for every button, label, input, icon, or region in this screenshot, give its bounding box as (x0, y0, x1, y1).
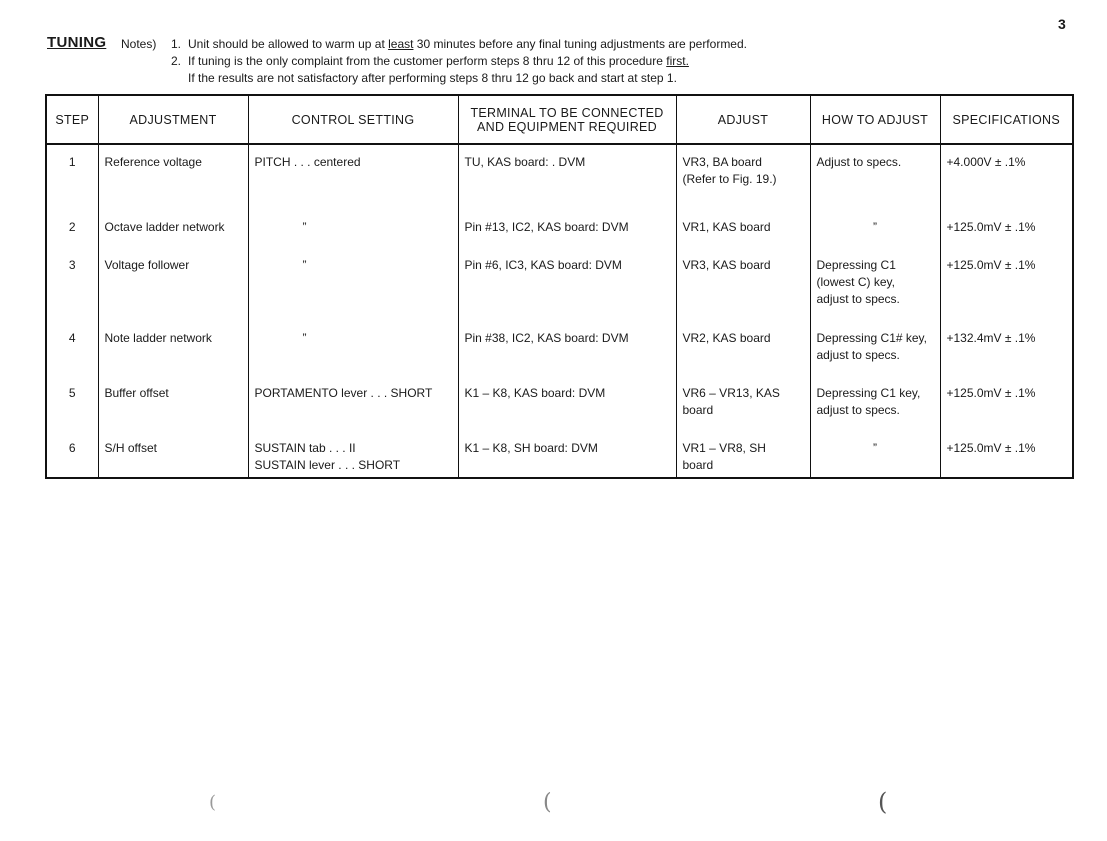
how-line-2: adjust to specs. (816, 348, 900, 362)
header-step: STEP (46, 95, 98, 144)
table-row (46, 431, 1073, 478)
how-line-1: Adjust to specs. (816, 155, 902, 169)
note-2-emphasis: first. (666, 54, 689, 68)
ditto-mark: ” (302, 220, 307, 234)
step-cell: 5 (46, 376, 98, 431)
how-to-adjust-cell (810, 248, 940, 321)
step-cell: 6 (46, 431, 98, 478)
adjust-line-2: board (682, 403, 714, 417)
how-to-adjust-cell (810, 210, 940, 248)
control-setting-cell (248, 210, 458, 248)
adjust-cell (676, 248, 810, 321)
terminal-cell: Pin #38, IC2, KAS board: DVM (458, 321, 676, 376)
adjustment-cell: Note ladder network (98, 321, 248, 376)
page-title: TUNING (47, 34, 107, 51)
adjust-line-1: VR1 – VR8, SH (682, 441, 766, 455)
table-header-row (46, 95, 1073, 144)
how-line-2: adjust to specs. (816, 403, 900, 417)
specification-cell: +125.0mV ± .1% (940, 431, 1073, 478)
header-terminal-line-1: TERMINAL TO BE CONNECTED (470, 105, 664, 120)
control-line-2: SUSTAIN lever . . . SHORT (254, 458, 401, 472)
terminal-cell: K1 – K8, SH board: DVM (458, 431, 676, 478)
how-to-adjust-cell (810, 321, 940, 376)
header-adjustment: ADJUSTMENT (98, 95, 248, 144)
how-line-1: Depressing C1 (816, 258, 896, 272)
how-line-1: Depressing C1# key, (816, 331, 927, 345)
specification-cell: +132.4mV ± .1% (940, 321, 1073, 376)
adjustment-cell: Voltage follower (98, 248, 248, 321)
control-setting-cell (248, 144, 458, 210)
how-line-3: adjust to specs. (816, 292, 900, 306)
adjust-line-1: VR2, KAS board (682, 331, 771, 345)
specification-cell: +4.000V ± .1% (940, 144, 1073, 210)
how-to-adjust-cell (810, 431, 940, 478)
adjust-cell (676, 144, 810, 210)
specification-cell: +125.0mV ± .1% (940, 376, 1073, 431)
step-cell: 3 (46, 248, 98, 321)
terminal-cell: Pin #6, IC3, KAS board: DVM (458, 248, 676, 321)
adjustment-cell: S/H offset (98, 431, 248, 478)
adjust-cell (676, 431, 810, 478)
notes-label: Notes) (121, 37, 157, 51)
adjustment-cell: Octave ladder network (98, 210, 248, 248)
binder-hole-mark-right: ( (878, 788, 888, 816)
specification-cell: +125.0mV ± .1% (940, 210, 1073, 248)
specification-cell: +125.0mV ± .1% (940, 248, 1073, 321)
note-1-text-a: Unit should be allowed to warm up at (188, 37, 389, 51)
header-terminal (458, 95, 676, 144)
adjustment-cell: Reference voltage (98, 144, 248, 210)
binder-hole-mark-center: ( (543, 790, 552, 815)
adjust-line-1: VR1, KAS board (682, 220, 771, 234)
table-row (46, 248, 1073, 321)
header-adjust: ADJUST (676, 95, 810, 144)
note-1-text-b: 30 minutes before any final tuning adjustments are performed. (413, 37, 747, 51)
adjust-cell (676, 210, 810, 248)
note-1-number: 1. (171, 37, 182, 51)
table-row (46, 376, 1073, 431)
control-line-1: PORTAMENTO lever . . . SHORT (254, 386, 433, 400)
how-to-adjust-cell (810, 144, 940, 210)
ditto-mark: ” (873, 441, 877, 455)
ditto-mark: ” (302, 331, 307, 345)
adjust-line-1: VR3, KAS board (682, 258, 771, 272)
table-row (46, 210, 1073, 248)
tuning-table (45, 94, 1074, 479)
note-2 (171, 54, 689, 68)
ditto-mark: ” (302, 258, 307, 272)
control-line-1: PITCH . . . centered (254, 155, 361, 169)
adjustment-cell: Buffer offset (98, 376, 248, 431)
control-line-1: SUSTAIN tab . . . II (254, 441, 356, 455)
header-terminal-line-2: AND EQUIPMENT REQUIRED (476, 119, 657, 134)
header-specifications: SPECIFICATIONS (940, 95, 1073, 144)
control-setting-cell (248, 248, 458, 321)
note-2-number: 2. (171, 54, 182, 68)
control-setting-cell (248, 376, 458, 431)
terminal-cell: K1 – K8, KAS board: DVM (458, 376, 676, 431)
note-1 (171, 37, 747, 51)
note-2-continuation: If the results are not satisfactory after performing steps 8 thru 12 go back and start at step 1. (188, 71, 677, 85)
adjust-line-1: VR3, BA board (682, 155, 762, 169)
table-row (46, 144, 1073, 210)
step-cell: 2 (46, 210, 98, 248)
adjust-cell (676, 376, 810, 431)
control-setting-cell (248, 321, 458, 376)
adjust-line-1: VR6 – VR13, KAS (682, 386, 780, 400)
note-1-emphasis: least (388, 37, 414, 51)
page-number: 3 (1058, 16, 1066, 32)
header-how-to-adjust: HOW TO ADJUST (810, 95, 940, 144)
terminal-cell: Pin #13, IC2, KAS board: DVM (458, 210, 676, 248)
ditto-mark: ” (873, 220, 877, 234)
header-control-setting: CONTROL SETTING (248, 95, 458, 144)
step-cell: 4 (46, 321, 98, 376)
step-cell: 1 (46, 144, 98, 210)
how-to-adjust-cell (810, 376, 940, 431)
terminal-cell: TU, KAS board: . DVM (458, 144, 676, 210)
adjust-line-2: board (682, 458, 714, 472)
note-2-text-a: If tuning is the only complaint from the customer perform steps 8 thru 12 of this procedure (188, 54, 667, 68)
table-row (46, 321, 1073, 376)
how-line-2: (lowest C) key, (816, 275, 895, 289)
control-setting-cell (248, 431, 458, 478)
binder-hole-mark-left: ( (209, 792, 217, 813)
adjust-line-2: (Refer to Fig. 19.) (682, 172, 777, 186)
how-line-1: Depressing C1 key, (816, 386, 921, 400)
adjust-cell (676, 321, 810, 376)
